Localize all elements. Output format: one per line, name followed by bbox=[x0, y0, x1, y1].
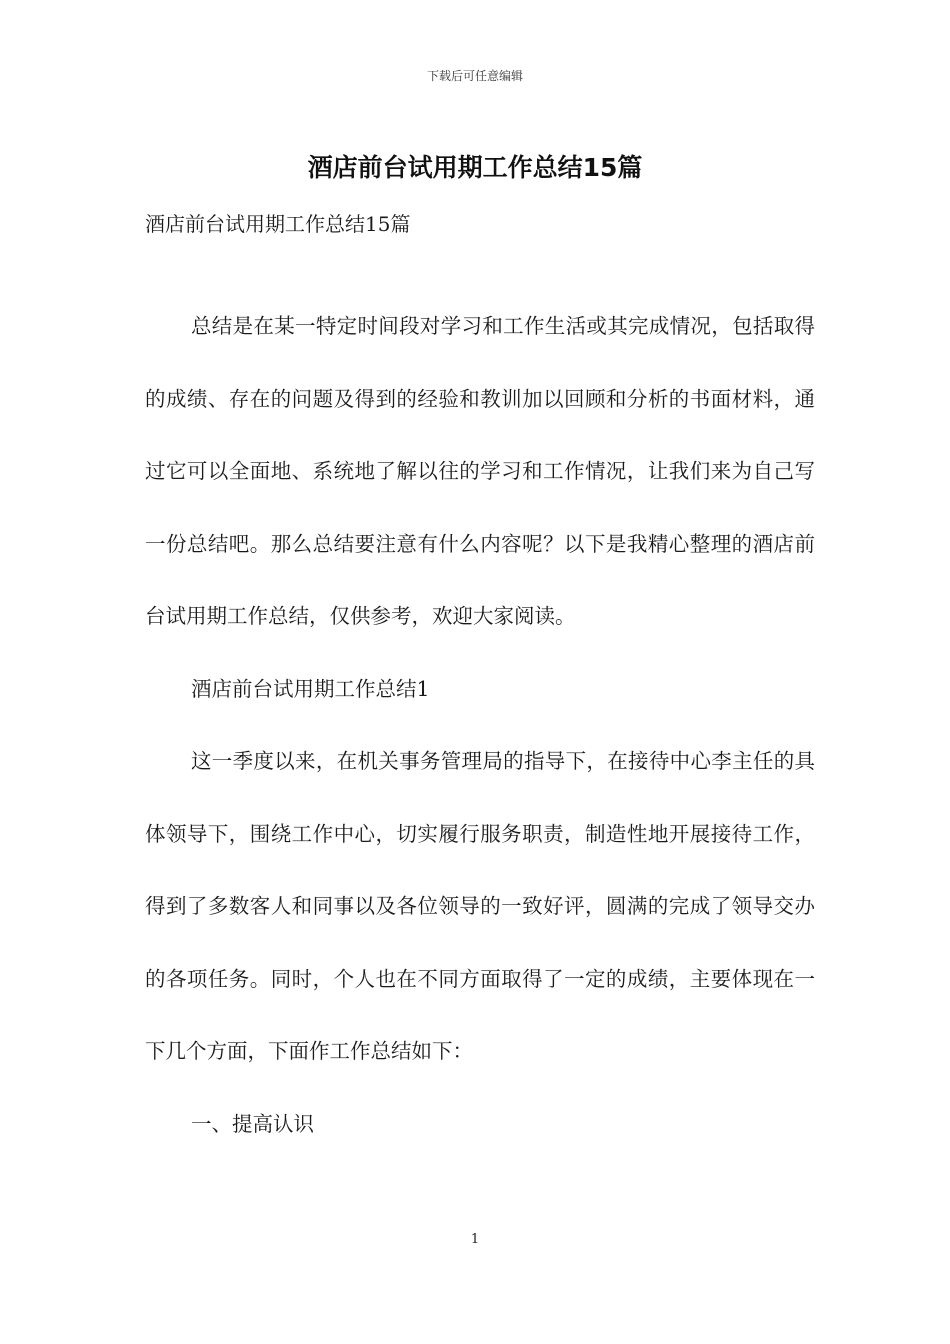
document-body bbox=[145, 206, 815, 1160]
document-subtitle: 酒店前台试用期工作总结15篇 bbox=[145, 212, 411, 236]
page-number: 1 bbox=[470, 1232, 480, 1247]
section-1-title: 酒店前台试用期工作总结1 bbox=[191, 676, 430, 701]
page-header-note: 下载后可任意编辑 bbox=[426, 69, 523, 83]
intro-paragraph: 总结是在某一特定时间段对学习和工作生活或其完成情况，包括取得的成绩、存在的问题及得到的经验和教训加以回顾和分析的书面材料，通过它可以全面地、系统地了解以往的学习和工作情况，让我们来为自己写一份总结吧。那么总结要注意有什么内容呢？以下是我精心整理的酒店前台试用期工作总结，仅供参考，欢迎大家阅读。 bbox=[145, 314, 815, 628]
heading-improve-awareness: 一、提高认识 bbox=[191, 1111, 314, 1136]
section-1-paragraph: 这一季度以来，在机关事务管理局的指导下，在接待中心李主任的具体领导下，围绕工作中心，切实履行服务职责，制造性地开展接待工作，得到了多数客人和同事以及各位领导的一致好评，圆满的完成了领导交办的各项任务。同时，个人也在不同方面取得了一定的成绩，主要体现在一下几个方面，下面作工作总结如下： bbox=[145, 749, 815, 1063]
document-title: 酒店前台试用期工作总结15篇 bbox=[307, 153, 643, 182]
